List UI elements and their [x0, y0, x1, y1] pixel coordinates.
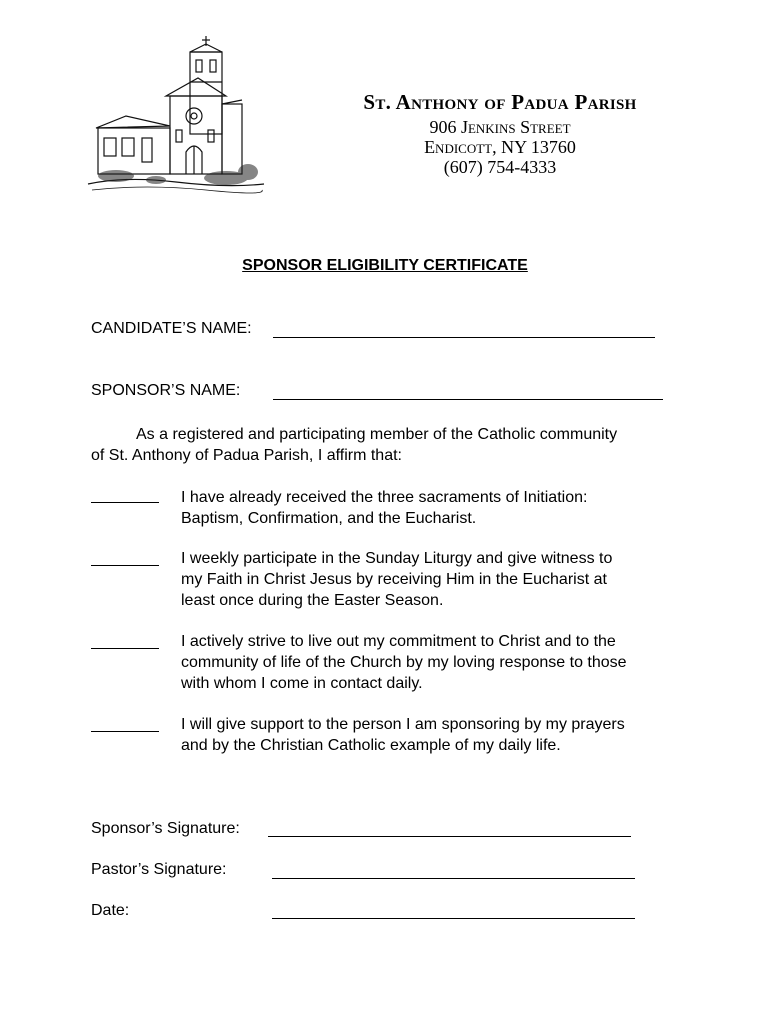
affirmation-line: I will give support to the person I am sponsoring by my prayers [181, 716, 625, 733]
intro-line-1: As a registered and participating member of the Catholic community [136, 426, 618, 443]
affirmation-line: I actively strive to live out my commitment to Christ and to the [181, 633, 616, 650]
affirmation-line: least once during the Easter Season. [181, 592, 444, 609]
affirmation-initial-blank[interactable] [91, 731, 159, 732]
affirmation-line: community of life of the Church by my loving response to those [181, 654, 627, 671]
candidate-name-line[interactable] [273, 337, 655, 338]
intro-line-2: of St. Anthony of Padua Parish, I affirm that: [91, 447, 402, 464]
church-illustration-icon [86, 34, 266, 196]
document-title: SPONSOR ELIGIBILITY CERTIFICATE [242, 257, 528, 274]
sponsor-name-label: SPONSOR’S NAME: [91, 382, 241, 399]
affirmation-initial-blank[interactable] [91, 502, 159, 503]
date-label: Date: [91, 902, 130, 919]
parish-street-address: 906 Jenkins Street [429, 117, 571, 137]
parish-city-state-zip: Endicott, NY 13760 [424, 137, 576, 157]
affirmation-item [181, 548, 701, 611]
candidate-name-label: CANDIDATE’S NAME: [91, 320, 252, 337]
parish-phone: (607) 754-4333 [443, 157, 557, 177]
affirmation-line: I weekly participate in the Sunday Liturgy and give witness to [181, 550, 613, 567]
affirmation-line: Baptism, Confirmation, and the Eucharist. [181, 510, 477, 527]
affirmation-item [181, 487, 701, 529]
sponsor-signature-label: Sponsor’s Signature: [91, 820, 240, 837]
sponsor-name-line[interactable] [273, 399, 663, 400]
pastor-signature-line[interactable] [272, 878, 635, 879]
sponsor-signature-line[interactable] [268, 836, 631, 837]
pastor-signature-label: Pastor’s Signature: [91, 861, 227, 878]
affirmation-line: I have already received the three sacraments of Initiation: [181, 489, 588, 506]
parish-name: St. Anthony of Padua Parish [363, 90, 637, 114]
affirmation-initial-blank[interactable] [91, 565, 159, 566]
affirmation-line: with whom I come in contact daily. [181, 675, 423, 692]
affirmation-line: and by the Christian Catholic example of my daily life. [181, 737, 561, 754]
affirmation-initial-blank[interactable] [91, 648, 159, 649]
affirmation-item [181, 714, 701, 756]
affirmation-item [181, 631, 701, 694]
date-line[interactable] [272, 918, 635, 919]
affirmation-line: my Faith in Christ Jesus by receiving Him in the Eucharist at [181, 571, 607, 588]
